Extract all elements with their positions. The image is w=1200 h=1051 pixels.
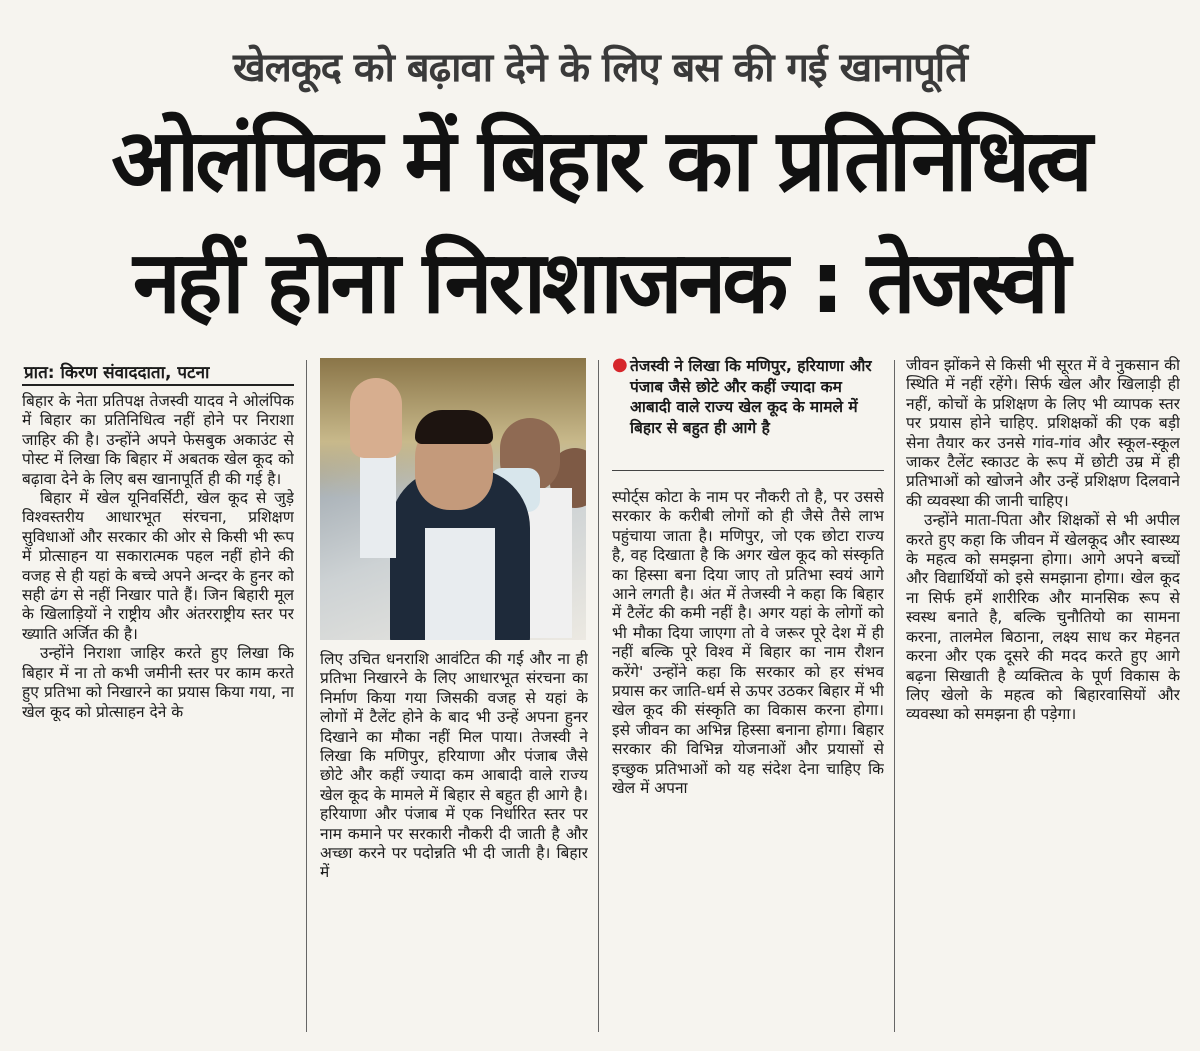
paragraph: स्पोर्ट्स कोटा के नाम पर नौकरी तो है, पर उससे सरकार के करीबी लोगों को ही जैसे तैसे लाभ पहुंचाया जाता है। मणिपुर, जो एक छोटा राज्य है, वह दिखाता है कि अगर खेल कूद को संस्कृति का हिस्सा बना दिया जाए तो प्रतिभा स्वयं आगे आने लगती है। अंत में तेजस्वी ने कहा कि बिहार में टैलेंट की कमी नहीं है। अगर यहां के लोगों को भी मौका दिया जाएगा तो वे जरूर पूरे देश में ही नहीं बल्कि पूरे विश्व में बिहार का नाम रौशन करेंगे' उन्होंने कहा कि सरकार को हर संभव प्रयास कर जाति-धर्म से ऊपर उठकर बिहार में भी खेल कूद की संस्कृति का विकास करना होगा। इसे जीवन का अभिन्न हिस्सा बनाना होगा। बिहार सरकार की विभिन्न योजनाओं और प्रयासों से इच्छुक प्रतिभाओं को यह संदेश देना चाहिए कि खेल में अपना	[612, 488, 884, 798]
pull-quote: ● तेजस्वी ने लिखा कि मणिपुर, हरियाणा और पंजाब जैसे छोटे और कहीं ज्यादा कम आबादी वाले राज्य खेल कूद के मामले में बिहार से बहुत ही आगे है	[612, 354, 872, 437]
headline-line2: नहीं होना निराशाजनक : तेजस्वी	[133, 233, 1067, 333]
paragraph: उन्होंने माता-पिता और शिक्षकों से भी अपील करते हुए कहा कि जीवन में खेलकूद और स्वास्थ्य के महत्व को समझना होगा। आगे अपने बच्चों और विद्यार्थियों को इसे समझाना होगा। खेल कूद ना सिर्फ हमें शारीरिक और मानसिक रूप से स्वस्थ बनाते है, बल्कि चुनौतियो का सामना करना, तालमेल बिठाना, लक्ष्य साध कर मेहनत करना और एक दूसरे की मदद करते हुए आगे बढ़ना सिखाती है व्यक्तित्व के पूर्ण विकास के लिए खेलो के महत्व को बिहारवासियों और व्यवस्था को समझना ही पड़ेगा।	[906, 511, 1180, 724]
bullet-icon: ●	[612, 354, 628, 375]
pull-quote-rule	[612, 470, 884, 471]
column-4	[906, 356, 1180, 1037]
column-1	[22, 392, 294, 1037]
byline-rule	[22, 384, 294, 386]
paragraph: उन्होंने निराशा जाहिर करते हुए लिखा कि बिहार में ना तो कभी जमीनी स्तर पर काम करते हुए प्रतिभा को निखारने का प्रयास किया गया, ना खेल कूद को प्रोत्साहन देने के	[22, 644, 294, 721]
news-photo	[320, 358, 586, 640]
paragraph: लिए उचित धनराशि आवंटित की गई और ना ही प्रतिभा निखारने के लिए आधारभूत संरचना का निर्माण किया गया जिसकी वजह से यहां के लोगों में टैलेंट होने के बाद भी उन्हें अपना हुनर दिखाने का मौका नहीं मिल पाया। तेजस्वी ने लिखा कि मणिपुर, हरियाणा और पंजाब जैसे छोटे और कहीं ज्यादा कम आबादी वाले राज्य खेल कूद के मामले में बिहार से बहुत ही आगे है। हरियाणा और पंजाब में एक निर्धारित स्तर पर नाम कमाने पर सरकारी नौकरी दी जाती है और अच्छा करने पर पदोन्नति भी दी जाती है। बिहार में	[320, 650, 588, 882]
column-divider	[598, 360, 599, 1032]
byline: प्रात: किरण संवाददाता, पटना	[24, 363, 210, 383]
column-divider	[306, 360, 307, 1032]
column-3	[612, 488, 884, 1037]
headline-line1: ओलंपिक में बिहार का प्रतिनिधित्व	[111, 111, 1089, 211]
column-2	[320, 650, 588, 1037]
paragraph: बिहार के नेता प्रतिपक्ष तेजस्वी यादव ने ओलंपिक में बिहार का प्रतिनिधित्व नहीं होने पर निराशा जाहिर की है। उन्होंने अपने फेसबुक अकाउंट से पोस्ट में लिखा कि बिहार में अबतक खेल कूद को बढ़ावा देने के लिए बस खानापूर्ति ही की गई है।	[22, 392, 294, 488]
paragraph: जीवन झोंकने से किसी भी सूरत में वे नुकसान की स्थिति में नहीं रहेंगे। सिर्फ खेल और खिलाड़ी ही नहीं, कोचों के प्रशिक्षण के लिए भी व्यापक स्तर पर प्रयास होने चाहिए. प्रशिक्षकों की एक बड़ी सेना तैयार कर उनसे गांव-गांव और स्कूल-स्कूल जाकर टैलेंट स्काउट के रूप में छोटी उम्र में ही प्रतिभाओं को खोजने और उन्हें प्रशिक्षण दिलवाने की व्यवस्था की जानी चाहिए।	[906, 356, 1180, 510]
column-divider	[894, 360, 895, 1032]
kicker: खेलकूद को बढ़ावा देने के लिए बस की गई खानापूर्ति	[233, 45, 967, 91]
paragraph: बिहार में खेल यूनिवर्सिटी, खेल कूद से जुड़े विश्वस्तरीय आधारभूत संरचना, प्रशिक्षण सुविधाओं और सरकार की ओर से किसी भी रूप में प्रोत्साहन या सकारात्मक पहल नहीं होने की वजह से ही यहां के बच्चे अपने अन्दर के हुनर को सही ढंग से नहीं निखार पाते हैं। जिन बिहारी मूल के खिलाड़ियों ने राष्ट्रीय और अंतरराष्ट्रीय स्तर पर ख्याति अर्जित की है।	[22, 489, 294, 643]
